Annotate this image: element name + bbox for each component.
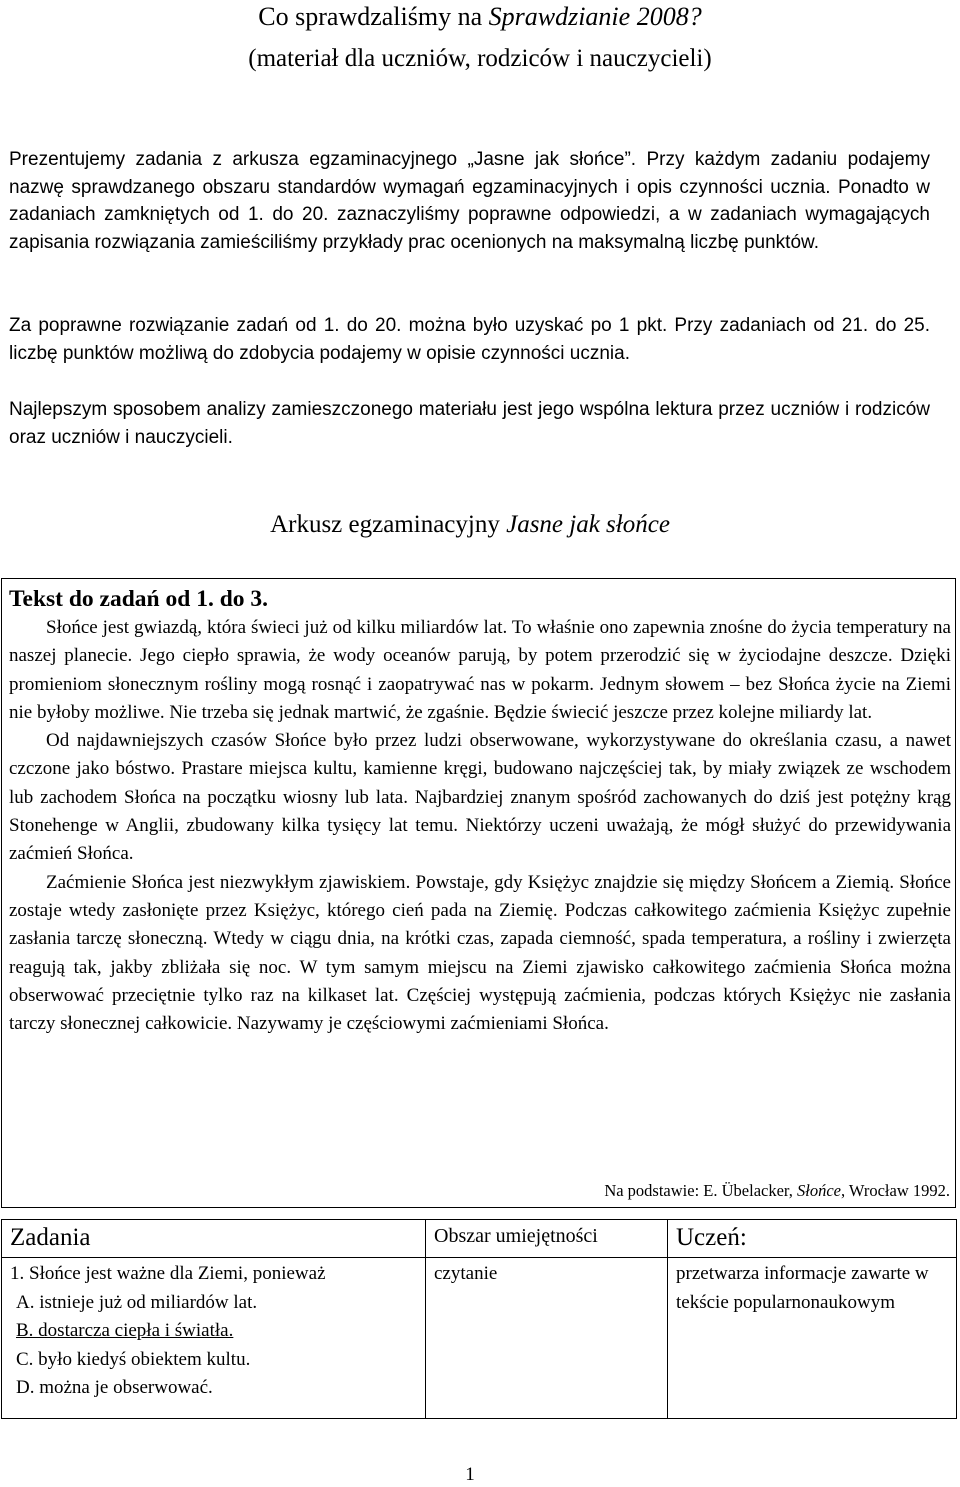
tasks-table-header-row [2,1220,957,1258]
reading-paragraph-1: Słońce jest gwiazdą, która świeci już od kilku miliardów lat. To właśnie ono zapewnia znośne do życia temperatury na naszej planecie. Jego ciepło sprawia, że wody oceanów parują, by potem przerodzić się w życiodajne deszcze. Dzięki promieniom słonecznym rośliny mogą rosnąć i zaopatrywać nas w pokarm. Jednym słowem – bez Słońca życie na Ziemi nie byłoby możliwe. Nie trzeba się jednak martwić, że zgaśnie. Będzie świecić jeszcze przez kolejne miliardy lat. [9,617,951,723]
header-obszar: Obszar umiejętności [426,1220,668,1258]
page-number: 1 [465,1464,475,1485]
header-uczen: Uczeń: [668,1220,957,1258]
page-title-plain: Co sprawdzaliśmy na [258,2,489,31]
task-question: 1. Słońce jest ważne dla Ziemi, ponieważ [10,1263,326,1284]
source-suffix: , Wrocław 1992. [840,1181,950,1200]
source-prefix: Na podstawie: E. Übelacker, [604,1181,797,1200]
answer-option-b-correct: B. dostarcza ciepła i światła. [16,1320,234,1341]
exam-sheet-title-italic: Jasne jak słońce [506,511,670,538]
intro-paragraph-1 [9,146,930,256]
reading-paragraph-3: Zaćmienie Słońca jest niezwykłym zjawiskiem. Powstaje, gdy Księżyc znajdzie się między Słońcem a Ziemią. Słońce zostaje wtedy zasłonięte przez Księżyc, którego cień pada na Ziemię. Podczas całkowitego zaćmienia Księżyc zupełnie zasłania tarczę słoneczną. Wtedy w ciągu dnia, na krótki czas, zapada ciemność, spada temperatura, a rośliny i zwierzęta reagują tak, jakby zbliżała się noc. W tym samym miejscu na Ziemi zjawisko całkowitego zaćmienia Słońca można obserwować przeciętnie tylko raz na kilkaset lat. Częściej występują zaćmienia, podczas których Księżyc nie zasłania tarczy słonecznej całkowicie. Nazywamy je częściowymi zaćmieniami Słońca. [9,871,951,1035]
reading-text-heading: Tekst do zadań od 1. do 3. [9,586,269,612]
page-title-italic: Sprawdzianie 2008? [488,2,702,31]
student-activity-cell: przetwarza informacje zawarte w tekście popularnonaukowym [668,1258,957,1419]
intro-text-3: Najlepszym sposobem analizy zamieszczonego materiału jest jego wspólna lektura przez uczniów i rodziców oraz uczniów i nauczycieli. [9,399,930,448]
task-cell [2,1258,426,1419]
exam-sheet-title-plain: Arkusz egzaminacyjny [270,511,507,538]
exam-sheet-title [0,510,940,540]
intro-paragraph-2 [9,312,930,367]
text-source-citation [0,1180,950,1202]
source-title: Słońce [797,1181,841,1200]
page-subtitle: (materiał dla uczniów, rodziców i nauczycieli) [248,45,712,72]
answer-option-c: C. było kiedyś obiektem kultu. [16,1348,251,1370]
page-title [0,2,960,32]
answer-option-d: D. można je obserwować. [16,1377,213,1398]
reading-text-body [9,614,951,1038]
skill-area-cell: czytanie [426,1258,668,1419]
reading-paragraph-2: Od najdawniejszych czasów Słońce było przez ludzi obserwowane, wykorzystywane do określania czasu, a nawet czczone jako bóstwo. Prastare miejsca kultu, kamienne kręgi, budowano najczęściej tak, by miały związek ze wschodem lub zachodem Słońca na początku wiosny lub lata. Najbardziej znanym spośród zachowanych do dziś jest potężny krąg Stonehenge w Anglii, zbudowany kilka tysięcy lat temu. Niektórzy uczeni uważają, że mógł służyć do przewidywania zaćmień Słońca. [9,730,951,865]
intro-text-2: Za poprawne rozwiązanie zadań od 1. do 20. można było uzyskać po 1 pkt. Przy zadaniach od 21. do 25. liczbę punktów możliwą do zdobycia podajemy w opisie czynności ucznia. [9,315,930,364]
answer-option-a: A. istnieje już od miliardów lat. [16,1291,258,1313]
intro-paragraph-3 [9,396,930,451]
header-zadania: Zadania [2,1220,426,1258]
table-row [2,1258,957,1419]
tasks-table [1,1219,957,1419]
intro-text-1: Prezentujemy zadania z arkusza egzaminacyjnego „Jasne jak słońce”. Przy każdym zadaniu podajemy nazwę sprawdzanego obszaru standardów wymagań egzaminacyjnych i opis czynności ucznia. Ponadto w zadaniach zamkniętych od 1. do 20. zaznaczyliśmy poprawne odpowiedzi, a w zadaniach wymagających zapisania rozwiązania zamieściliśmy przykłady prac ocenionych na maksymalną liczbę punktów. [9,149,930,253]
